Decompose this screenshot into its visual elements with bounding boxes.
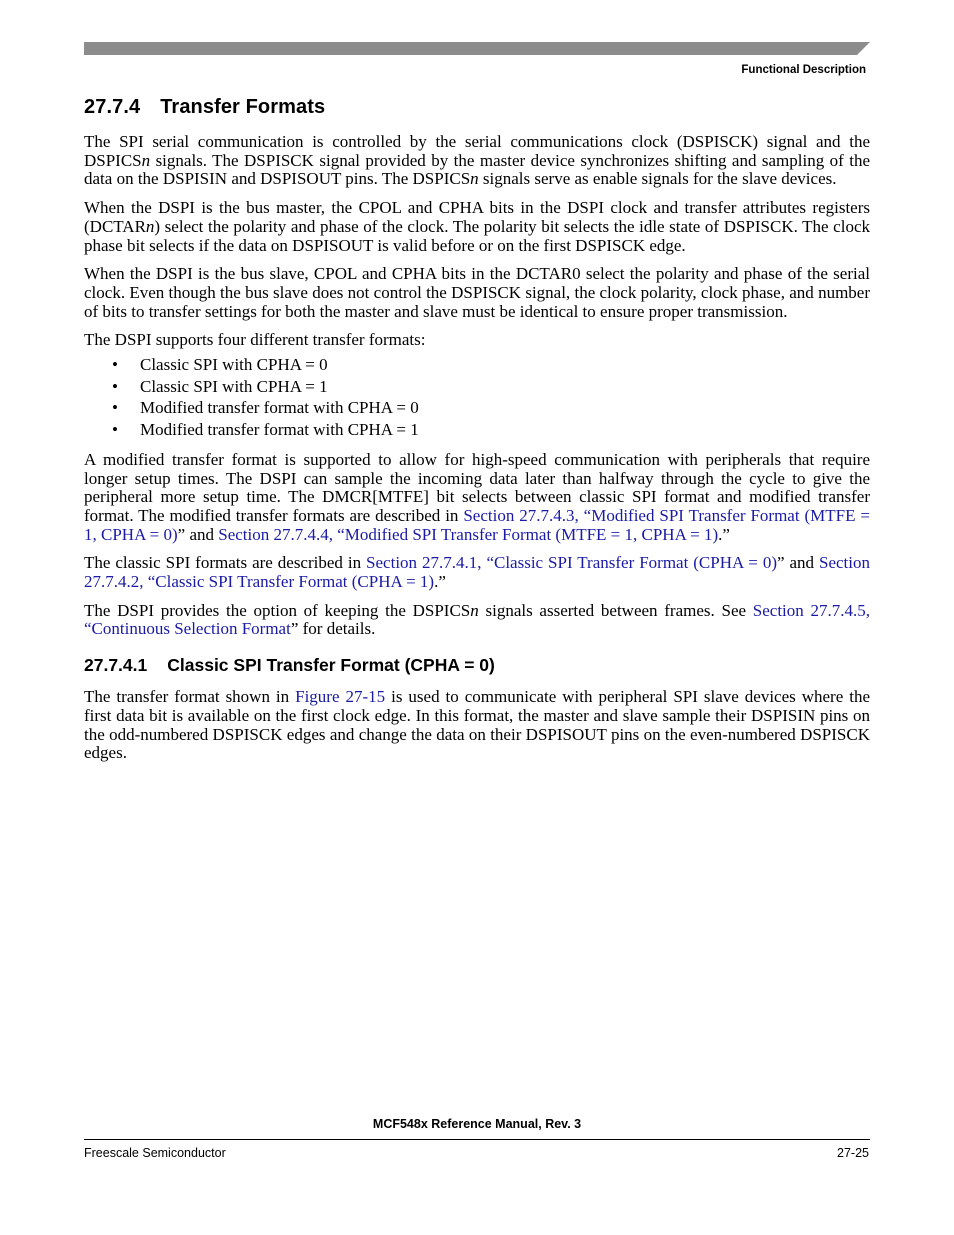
text: The DSPI provides the option of keeping the DSPICS (84, 600, 471, 620)
section-heading (84, 96, 870, 119)
manual-title: MCF548x Reference Manual, Rev. 3 (372, 1117, 582, 1131)
text: A modified transfer format is supported to allow for high-speed communication with peripherals that require longer setup times. The DSPI can sample the incoming data later than halfway through the cycle to give the peripheral more setup time. The DMCR[MTFE] bit selects between classic SPI format and modified transfer format. The modified transfer formats are described in (84, 449, 870, 525)
text: signals serve as enable signals for the slave devices. (478, 169, 837, 189)
subsection-title: Classic SPI Transfer Format (CPHA = 0) (167, 655, 495, 676)
text: is used to communicate with peripheral SPI slave devices where the first data bit is available on the first clock edge. In this format, the master and slave sample their DSPISIN pins on the odd-numbered DSPISCK edges and change the data on their DSPISOUT pins on the even-numbered DSPISCK edges. (84, 687, 870, 763)
text: signals. The DSPISCK signal provided by the master device synchronizes shifting and sampling of the data on the DSPISIN and DSPISOUT pins. The DSPICS (84, 150, 870, 189)
list-item-text: Classic SPI with CPHA = 1 (140, 376, 328, 396)
paragraph-modified-format (84, 451, 870, 545)
company-name: Freescale Semiconductor (84, 1146, 226, 1160)
text: The SPI serial communication is controlled by the serial communications clock (DSPISCK) signal and the DSPICS (84, 132, 870, 170)
italic-n: n (145, 216, 155, 236)
italic-n: n (141, 150, 151, 170)
list-item (84, 376, 870, 398)
link-section-27-7-4-3[interactable]: Section 27.7.4.3, “Modified SPI Transfer Format (MTFE = 1, CPHA = 0) (84, 505, 870, 544)
section-number: 27.7.4 (84, 96, 141, 118)
paragraph-spi-clock (84, 133, 870, 189)
text: ) select the polarity and phase of the clock. The polarity bit selects the idle state of DSPISCK. The clock phase bit selects if the data on DSPISOUT is valid before or on the first DSPISCK edge. (84, 216, 870, 255)
list-item-text: Modified transfer format with CPHA = 1 (140, 420, 419, 440)
bullet-icon: • (112, 398, 118, 418)
text: signals asserted between frames. See (478, 600, 753, 620)
section-title: Transfer Formats (160, 96, 326, 118)
list-item (84, 397, 870, 419)
link-section-27-7-4-2[interactable]: Section 27.7.4.2, “Classic SPI Transfer Format (CPHA = 1) (84, 553, 871, 592)
link-figure-27-15[interactable]: Figure 27-15 (295, 687, 386, 707)
text: .” (718, 524, 730, 544)
text: ” and (777, 553, 820, 573)
list-item (84, 419, 870, 441)
subsection-number: 27.7.4.1 (84, 655, 148, 676)
text: The classic SPI formats are described in (84, 553, 367, 573)
paragraph-classic-cpha0 (84, 688, 870, 763)
paragraph-bus-slave: When the DSPI is the bus slave, CPOL and CPHA bits in the DCTAR0 select the polarity and phase of the serial clock. Even though the bus slave does not control the DSPISCK signal, the clock polarity, clock phase, and number of bits to transfer settings for both the master and slave must be identical to ensure proper transmission. (84, 264, 870, 321)
italic-n: n (470, 169, 479, 189)
link-section-27-7-4-5[interactable]: Section 27.7.4.5, “Continuous Selection Format (84, 600, 871, 639)
bullet-icon: • (112, 355, 118, 375)
bullet-icon: • (112, 420, 118, 440)
running-header: Functional Description (741, 64, 866, 76)
paragraph-bus-master (84, 199, 870, 255)
list-item-text: Modified transfer format with CPHA = 0 (140, 398, 419, 418)
footer-divider (84, 1139, 870, 1140)
link-section-27-7-4-4[interactable]: Section 27.7.4.4, “Modified SPI Transfer Format (MTFE = 1, CPHA = 1) (218, 524, 719, 544)
text: .” (434, 572, 446, 592)
text: ” for details. (290, 619, 376, 639)
bullet-icon: • (112, 376, 118, 396)
paragraph-continuous (84, 602, 870, 639)
text: The transfer format shown in (84, 687, 296, 707)
italic-n: n (470, 600, 479, 620)
paragraph-classic-formats (84, 554, 870, 591)
paragraph-formats-intro: The DSPI supports four different transfer formats: (84, 330, 426, 350)
page-number: 27-25 (837, 1146, 869, 1160)
text: ” and (177, 524, 219, 544)
list-item-text: Classic SPI with CPHA = 0 (140, 355, 328, 375)
list-item (84, 354, 870, 376)
subsection-heading (84, 655, 870, 676)
page-content (84, 96, 870, 773)
formats-list (84, 354, 870, 441)
text: When the DSPI is the bus master, the CPOL and CPHA bits in the DSPI clock and transfer attributes registers (DCTAR (84, 198, 870, 236)
header-bar (84, 42, 870, 55)
link-section-27-7-4-1[interactable]: Section 27.7.4.1, “Classic SPI Transfer Format (CPHA = 0) (366, 553, 777, 573)
